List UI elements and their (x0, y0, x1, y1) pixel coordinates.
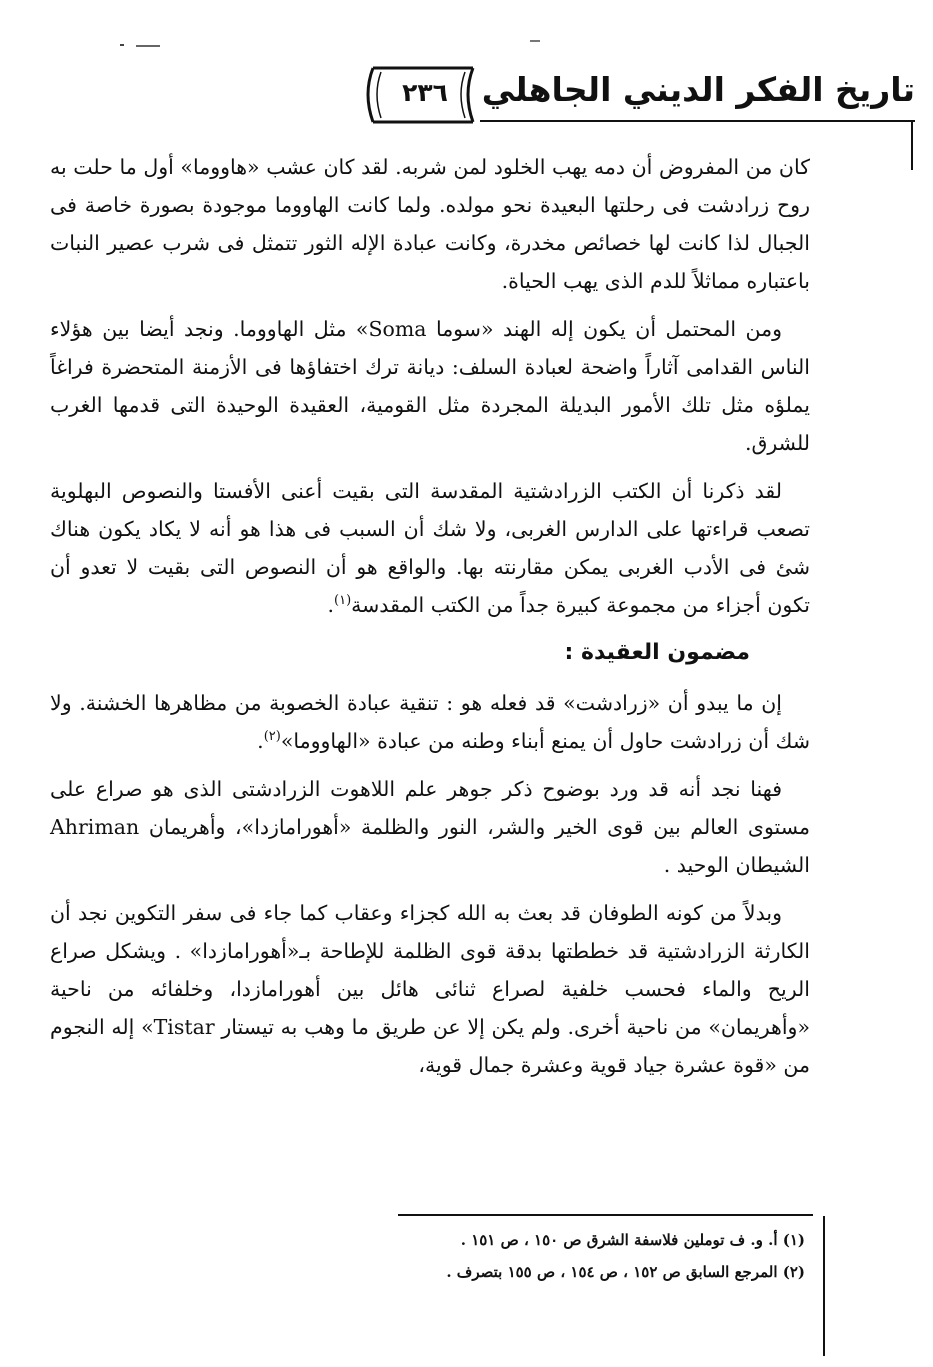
section-paragraph-3: وبدلاً من كونه الطوفان قد بعث به الله كجزاء وعقاب كما جاء فى سفر التكوين نجد أن الكارثة الزرادشتية قد خططتها بدقة قوى الظلمة للإطاحة بـ«أهورامازدا» . ويشكل صراع الريح والماء فحسب خلفية لصراع ثنائى هائل بين أهورامازدا، وخلفائه من ناحية «وأهريمان» من ناحية أخرى. ولم يكن إلا عن طريق ما وهب به تيستار Tistar» إله النجوم من «قوة عشرة جياد قوية وعشرة جمال قوية، (50, 901, 810, 1077)
footnotes (305, 1224, 805, 1288)
running-header (355, 52, 915, 144)
page-header-title: تاريخ الفكر الديني الجاهلي (481, 70, 915, 109)
header-rule (480, 120, 915, 122)
paragraph-3 (50, 472, 810, 624)
page-number-scroll-frame (355, 64, 490, 126)
paragraph-1: كان من المفروض أن دمه يهب الخلود لمن شربه. لقد كان عشب «هاووما» أول ما حلت به روح زرادشت فى رحلتها البعيدة نحو مولده. ولما كانت الهاووما موجودة بصورة خاصة فى الجبال لذا كانت لها خصائص مخدرة، وكانت عبادة الإله الثور تتمثل فى شرب عصير النبات باعتباره مماثلاً للدم الذى يهب الحياة. (50, 155, 810, 293)
page-number: ٢٣٦ (402, 78, 448, 107)
section-paragraph-2: فهنا نجد أنه قد ورد بوضوح ذكر جوهر علم اللاهوت الزرادشتى الذى هو صراع على مستوى العالم بين قوى الخير والشر، النور والظلمة «أهورامازدا»، وأهريمان Ahriman الشيطان الوحيد . (50, 777, 810, 877)
main-text (50, 148, 810, 1094)
paragraph-2: ومن المحتمل أن يكون إله الهند «سوما Soma» مثل الهاووما. ونجد أيضا بين هؤلاء الناس القدامى آثاراً واضحة لعبادة السلف: ديانة ترك اختفاؤها فى الأزمنة المتحضرة فراغاً يملؤه مثل تلك الأمور البديلة المجردة مثل القومية، العقيدة الوحيدة التى قدمها الغرب للشرق. (50, 317, 810, 455)
header-rule-vertical (911, 120, 913, 170)
footnote-ref-1: (١) (334, 593, 352, 609)
footnote-vertical-rule (823, 1216, 825, 1356)
section-paragraph-1-end: . (257, 729, 264, 753)
section-heading: مضمون العقيدة : (564, 640, 750, 665)
section-paragraph-1-text: إن ما يبدو أن «زرادشت» قد فعله هو : تنقية عبادة الخصوبة من مظاهرها الخشنة. ولا شك أن زرادشت حاول أن يمنع أبناء وطنه من عبادة «الهاووما» (50, 691, 810, 753)
footnote-1: (١) أ. و. ف توملين فلاسفة الشرق ص ١٥٠ ، ص ١٥١ . (460, 1231, 805, 1249)
section-paragraph-1 (50, 684, 810, 760)
footnote-rule (398, 1214, 813, 1216)
paragraph-3-end: . (327, 593, 334, 617)
paragraph-3-text: لقد ذكرنا أن الكتب الزرادشتية المقدسة التى بقيت أعنى الأفستا والنصوص البهلوية تصعب قراءتها على الدارس الغربى، ولا شك أن السبب فى هذا هو أنه لا يكاد يكون هناك شئ فى الأدب الغربى يمكن مقارنته بها. والواقع هو أن النصوص التى بقيت لا تعدو أن تكون أجزاء من مجموعة كبيرة جداً من الكتب المقدسة (50, 479, 810, 617)
footnote-2: (٢) المرجع السابق ص ١٥٢ ، ص ١٥٤ ، ص ١٥٥ بتصرف . (446, 1263, 805, 1281)
footnote-ref-2: (٢) (263, 729, 281, 745)
